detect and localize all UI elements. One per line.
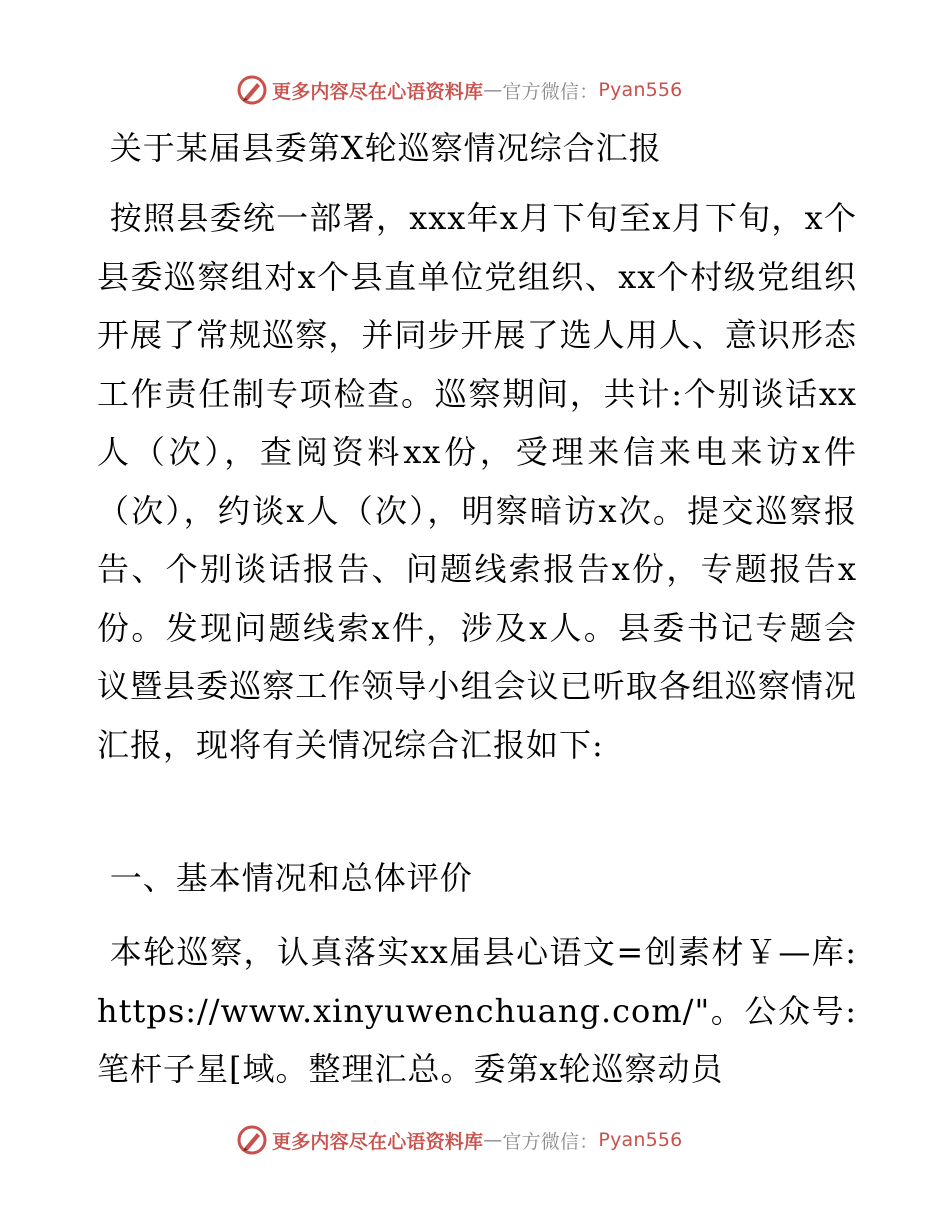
watermark-separator: — [483, 79, 503, 101]
watermark-footer [236, 1123, 756, 1157]
document-title: 关于某届县委第X轮巡察情况综合汇报 [109, 129, 662, 167]
paragraph-intro: 按照县委统一部署，xxx年x月下旬至x月下旬，x个县委巡察组对x个县直单位党组织、xx个村级党组织开展了常规巡察，并同步开展了选人用人、意识形态工作责任制专项检查。巡察期间，共计:个别谈话xx人（次），查阅资料xx份，受理来信来电来访x件（次），约谈x人（次），明察暗访x次。提交巡察报告、个别谈话报告、问题线索报告x份，专题报告x份。发现问题线索x件，涉及x人。县委书记专题会议暨县委巡察工作领导小组会议已听取各组巡察情况汇报，现将有关情况综合汇报如下: [97, 199, 857, 764]
watermark-main-text: 更多内容尽在心语资料库 [272, 1130, 484, 1153]
watermark-wechat-label: 官方微信： [502, 1130, 599, 1153]
watermark-separator: — [483, 1129, 503, 1151]
section-heading-basic-situation: 一、基本情况和总体评价 [109, 859, 473, 897]
red-pen-circle-icon [236, 1124, 268, 1156]
watermark-wechat-id: Pyan556 [598, 1129, 683, 1151]
paragraph-section-one: 本轮巡察，认真落实xx届县心语文=创素材￥—库: https://www.xinyuwenchuang.com/"。公众号: 笔杆子星[域。整理汇总。委第x轮巡察动员 [97, 933, 857, 1088]
red-pen-circle-icon [236, 74, 268, 106]
watermark-main-text: 更多内容尽在心语资料库 [272, 80, 484, 103]
watermark-wechat-id: Pyan556 [598, 79, 683, 101]
watermark-header [236, 73, 756, 107]
watermark-wechat-label: 官方微信： [502, 80, 599, 103]
